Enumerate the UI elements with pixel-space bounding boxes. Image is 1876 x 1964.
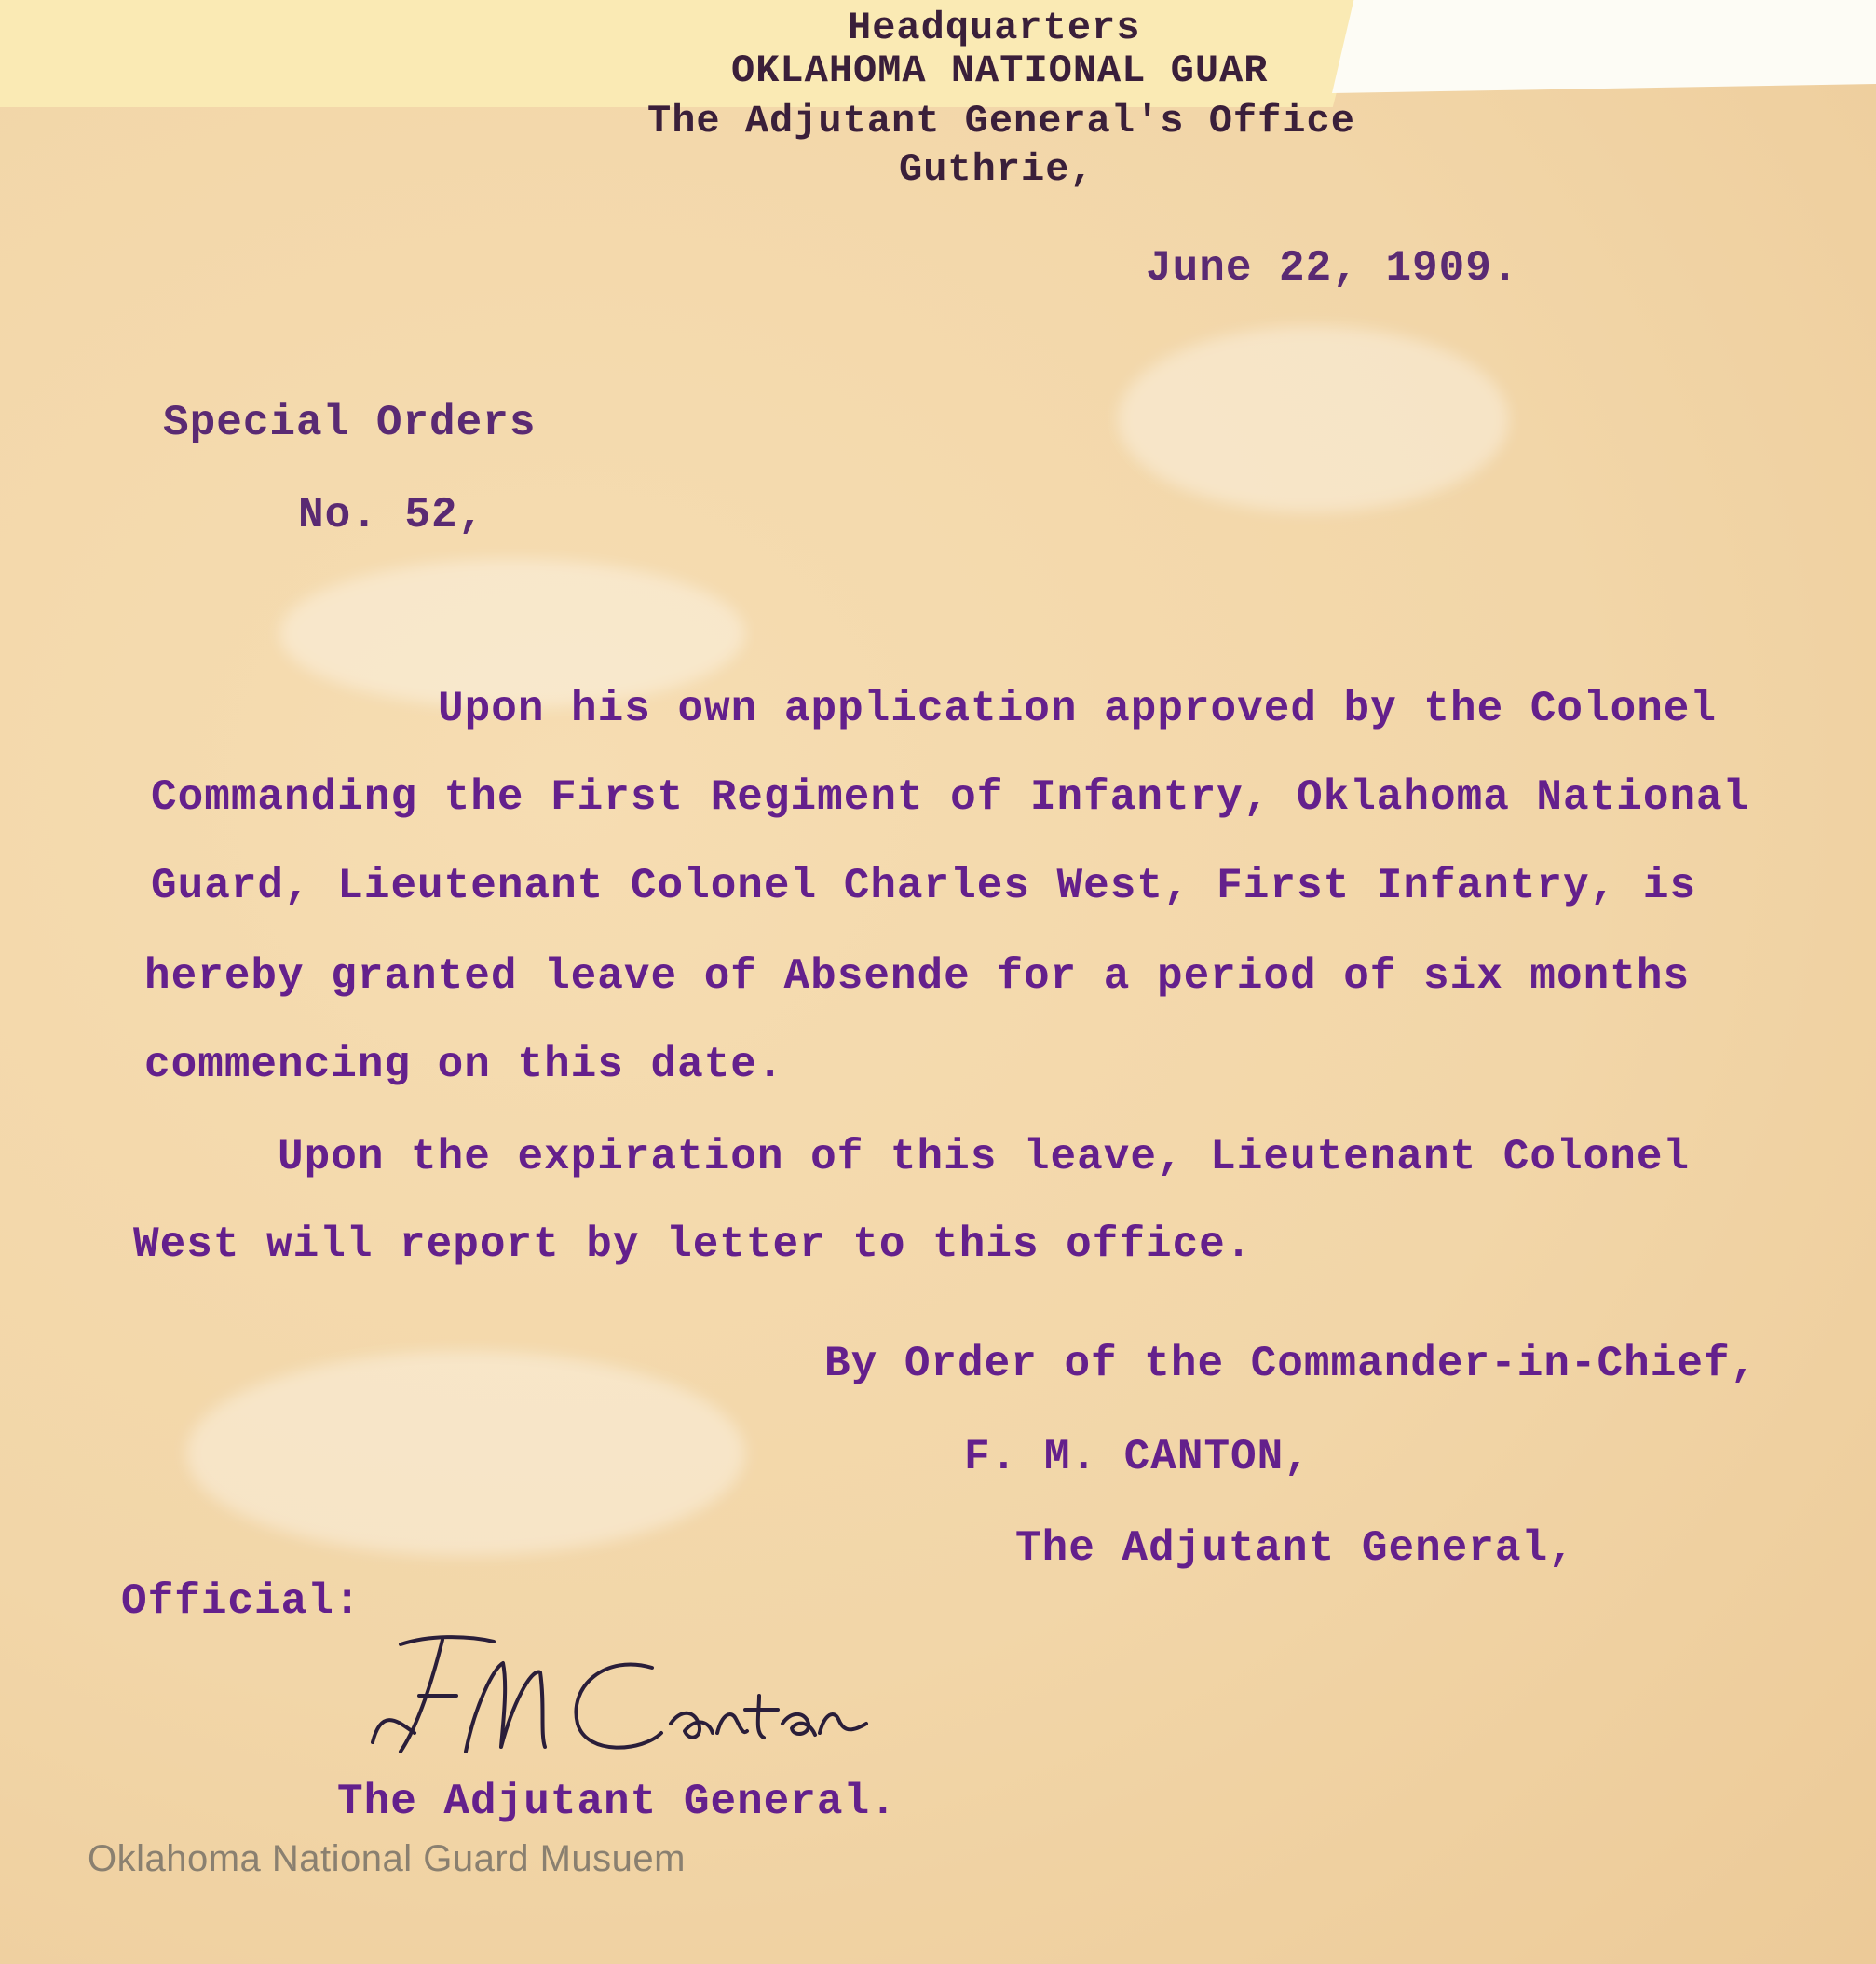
paragraph-2-line-1: Upon the expiration of this leave, Lieutenant Colonel <box>278 1133 1691 1181</box>
museum-watermark: Oklahoma National Guard Musuem <box>88 1838 686 1879</box>
special-orders-heading: Special Orders <box>163 399 537 447</box>
paragraph-1-line-2: Commanding the First Regiment of Infantry, Oklahoma National <box>151 773 1750 822</box>
order-number: No. 52, <box>298 491 485 539</box>
torn-corner <box>1332 0 1876 93</box>
paragraph-1-line-1: Upon his own application approved by the Colonel <box>438 685 1718 733</box>
document-date: June 22, 1909. <box>1146 244 1519 293</box>
letterhead-line-2: OKLAHOMA NATIONAL GUAR <box>731 48 1269 93</box>
paragraph-1-line-5: commencing on this date. <box>144 1041 784 1089</box>
paragraph-2-line-2: West will report by letter to this office. <box>133 1221 1253 1269</box>
paragraph-1-line-4: hereby granted leave of Absende for a period of six months <box>144 952 1691 1001</box>
by-order-line: By Order of the Commander-in-Chief, <box>824 1340 1758 1388</box>
paper-smudge <box>1118 326 1509 512</box>
signer-name: F. M. CANTON, <box>964 1433 1311 1481</box>
official-label: Official: <box>121 1577 361 1626</box>
paper-smudge <box>186 1351 745 1556</box>
paragraph-1-line-3: Guard, Lieutenant Colonel Charles West, First Infantry, is <box>151 862 1697 910</box>
letterhead-line-1: Headquarters <box>848 6 1141 50</box>
letterhead-line-3: The Adjutant General's Office <box>647 99 1355 143</box>
handwritten-signature <box>363 1630 885 1770</box>
signer-title: The Adjutant General, <box>1015 1524 1575 1573</box>
letterhead-line-4: Guthrie, <box>899 147 1094 192</box>
official-title: The Adjutant General. <box>337 1778 897 1826</box>
